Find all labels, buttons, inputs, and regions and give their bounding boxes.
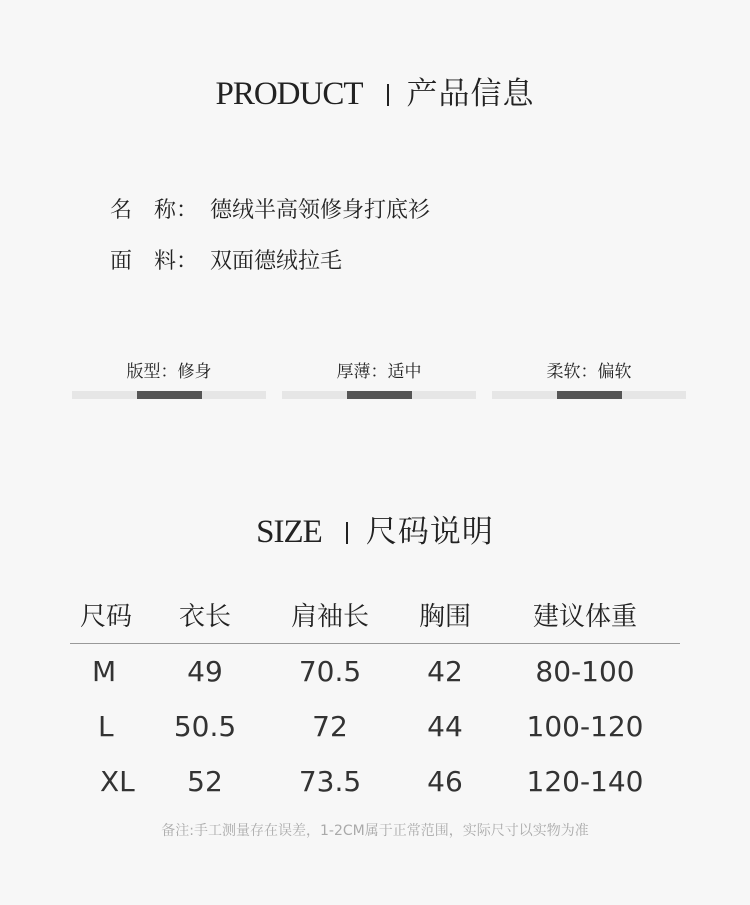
- fabric-label: 面 料：: [110, 249, 199, 274]
- cell-weight: 120-140: [526, 765, 644, 798]
- product-title-en: PRODUCT: [215, 76, 363, 112]
- attribute-softness-label: 柔软：偏软: [546, 362, 632, 382]
- attribute-fit: [72, 357, 266, 399]
- attribute-fit-label: 版型：修身: [126, 362, 212, 382]
- table-header-row: [70, 585, 680, 644]
- attribute-thickness: [282, 357, 476, 399]
- cell-size: L: [98, 710, 114, 743]
- attribute-softness-indicator: [557, 391, 622, 399]
- cell-length: 50.5: [173, 710, 237, 743]
- info-row-name: [110, 193, 430, 224]
- cell-chest: 44: [427, 710, 463, 743]
- table-row: [70, 754, 680, 809]
- attribute-softness-track: [492, 391, 686, 399]
- cell-length: 52: [187, 765, 223, 798]
- attribute-thickness-indicator: [347, 391, 412, 399]
- cell-sleeve: 70.5: [298, 655, 362, 688]
- name-value: 德绒半高领修身打底衫: [210, 198, 431, 223]
- product-title-cn: 产品信息: [406, 76, 535, 112]
- size-info-title: [0, 506, 750, 551]
- table-row: [70, 644, 680, 700]
- header-chest: 胸围: [400, 585, 490, 644]
- attribute-fit-track: [72, 391, 266, 399]
- size-title-en: SIZE: [256, 514, 322, 550]
- info-row-fabric: [110, 244, 342, 275]
- title-divider: [387, 84, 389, 106]
- cell-chest: 46: [427, 765, 463, 798]
- cell-sleeve: 73.5: [298, 765, 362, 798]
- attribute-fit-indicator: [137, 391, 202, 399]
- header-weight: 建议体重: [490, 585, 680, 644]
- table-row: [70, 699, 680, 754]
- cell-weight: 80-100: [535, 655, 635, 688]
- fabric-value: 双面德绒拉毛: [210, 249, 343, 274]
- cell-sleeve: 72: [312, 710, 348, 743]
- attribute-thickness-track: [282, 391, 476, 399]
- cell-size: XL: [100, 765, 135, 798]
- header-size: 尺码: [70, 585, 150, 644]
- cell-length: 49: [187, 655, 223, 688]
- cell-size: M: [92, 655, 117, 688]
- measurement-note: 备注:手工测量存在误差，1-2CM属于正常范围，实际尺寸以实物为准: [161, 823, 589, 839]
- name-label: 名 称：: [110, 198, 199, 223]
- header-length: 衣长: [150, 585, 260, 644]
- cell-weight: 100-120: [526, 710, 644, 743]
- size-title-cn: 尺码说明: [365, 514, 494, 550]
- product-info-title: [0, 68, 750, 113]
- cell-chest: 42: [427, 655, 463, 688]
- size-table: [70, 585, 680, 809]
- header-sleeve: 肩袖长: [260, 585, 400, 644]
- title-divider: [346, 522, 348, 544]
- attribute-thickness-label: 厚薄：适中: [336, 362, 422, 382]
- attribute-softness: [492, 357, 686, 399]
